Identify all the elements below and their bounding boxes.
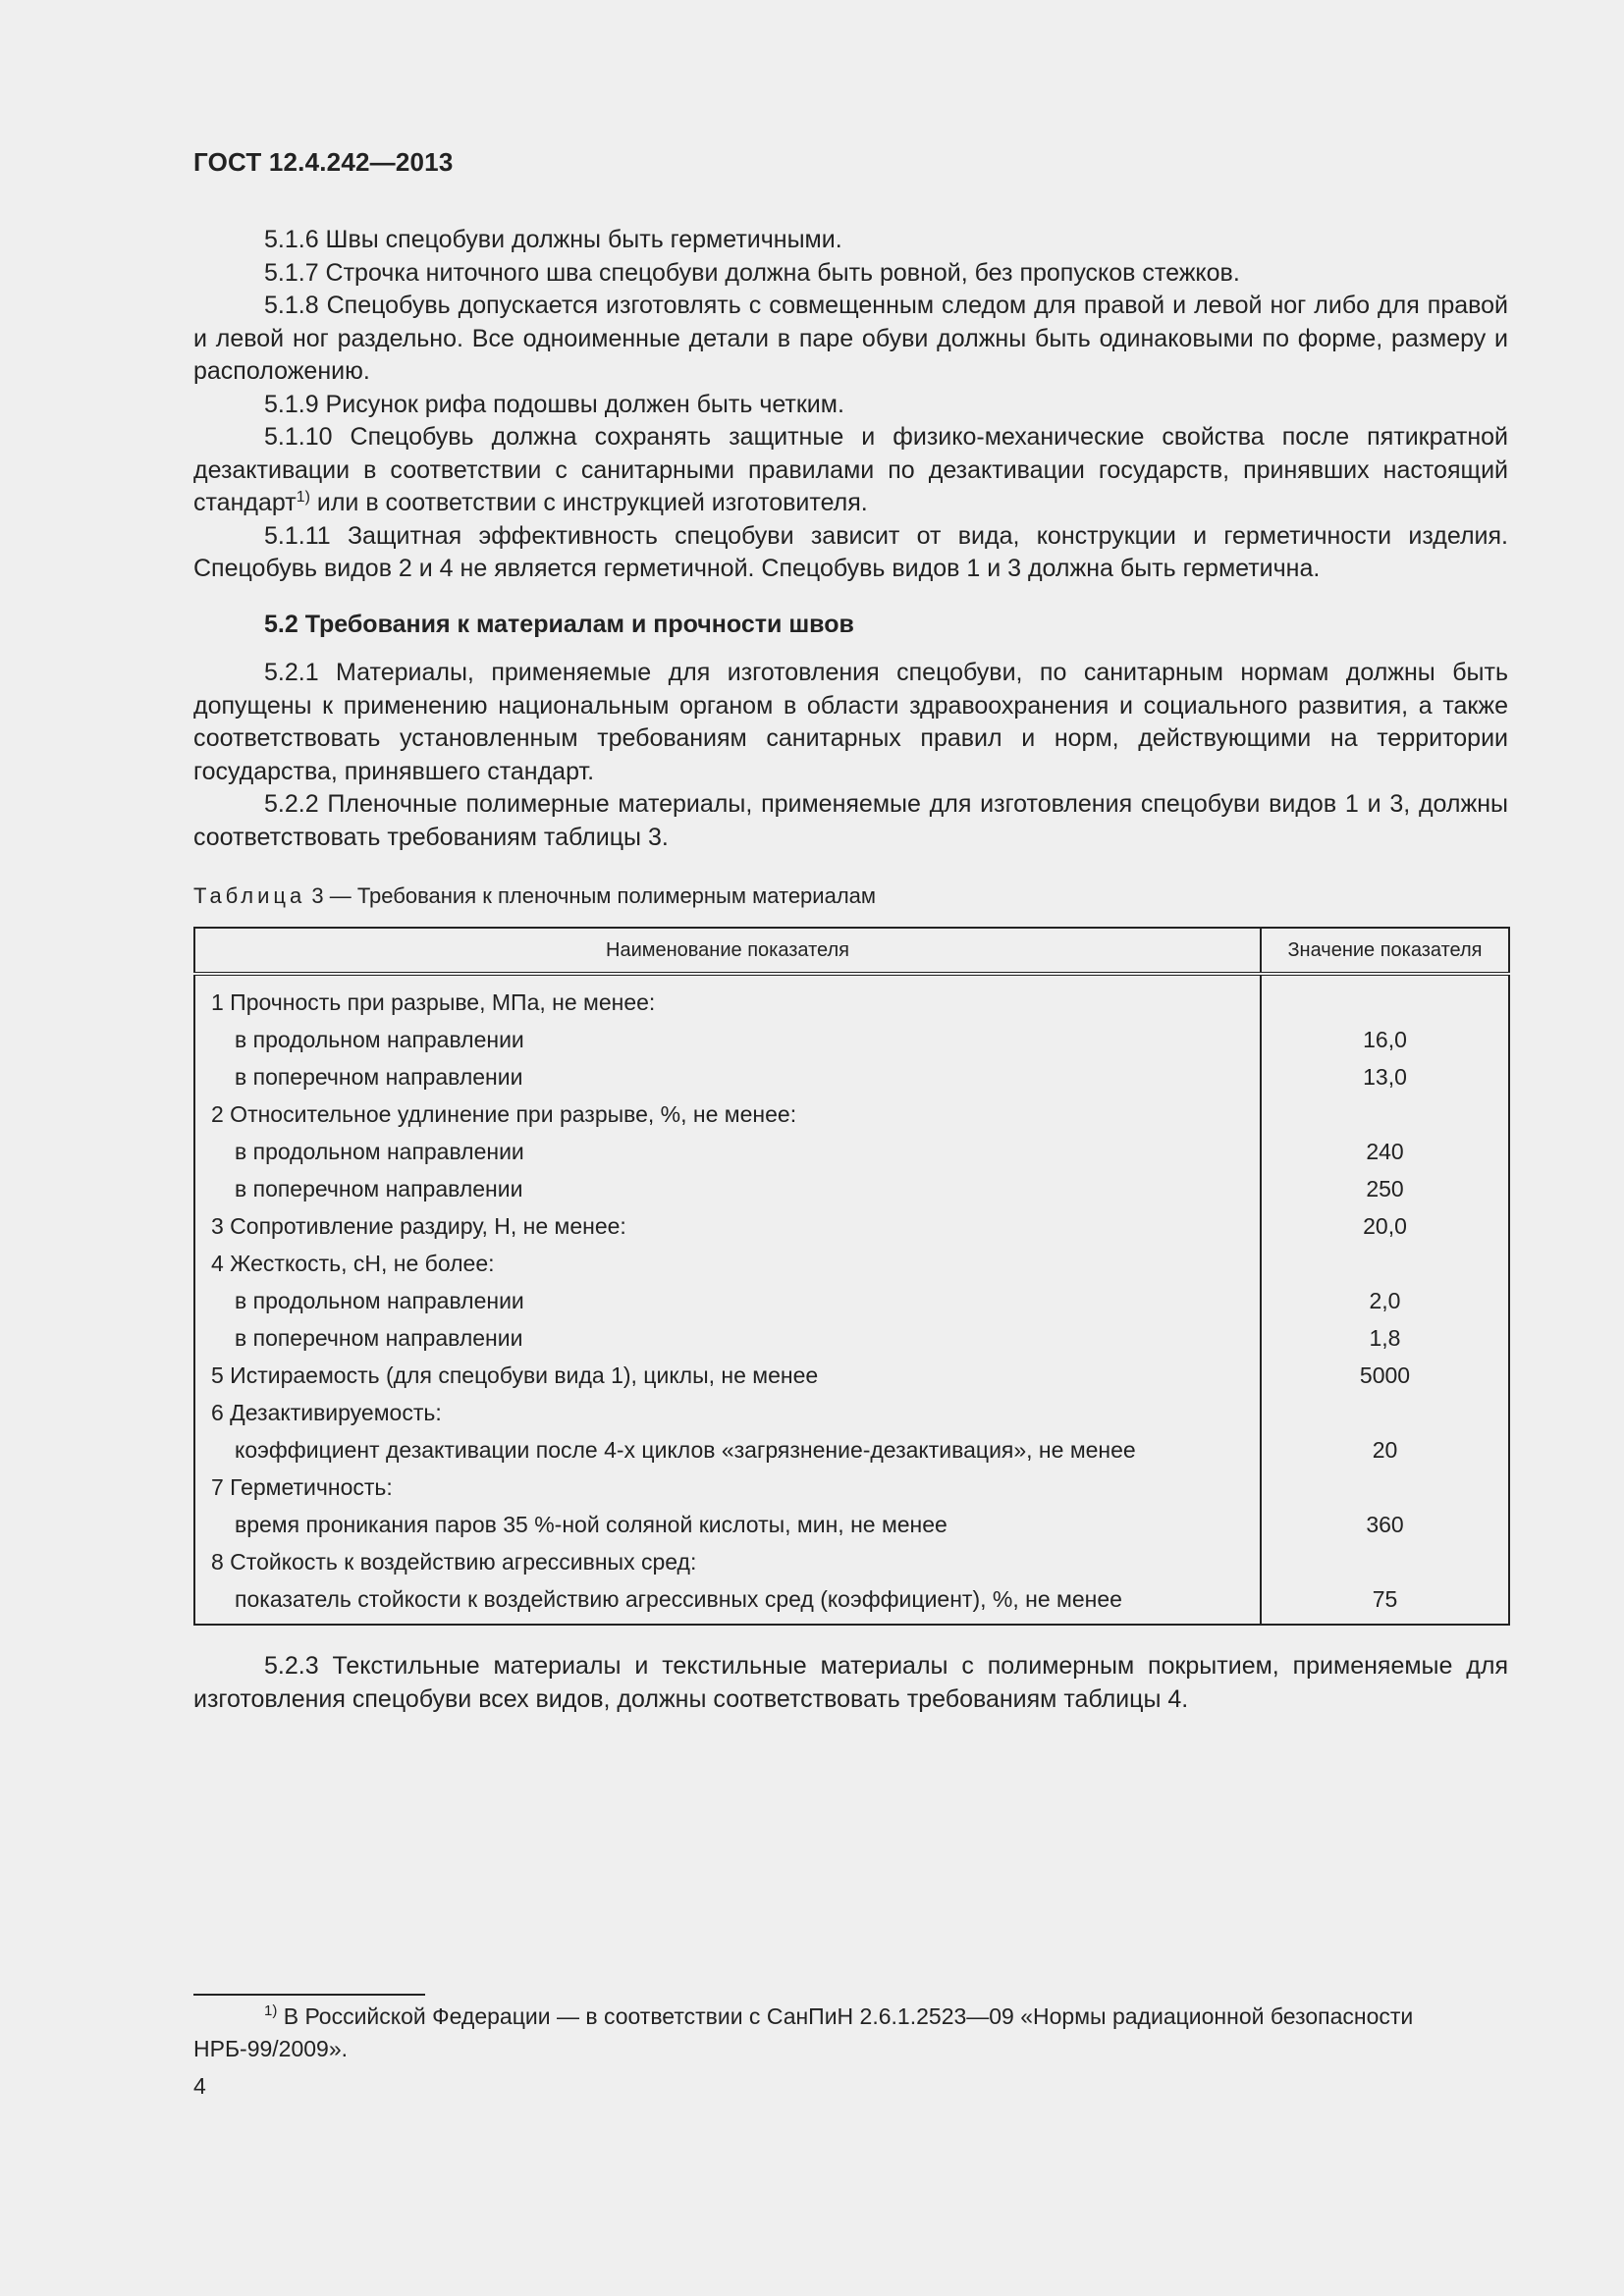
paragraph-5-1-10-text-a: 5.1.10 Спецобувь должна сохранять защитные и физико-механические свойства после пятикратной дезактивации в соответствии с санитарными правилами по дезактивации государств, принявших настоящий стандарт — [193, 423, 1508, 516]
paragraph-5-1-10-text-b: или в соответствии с инструкцией изготовителя. — [309, 489, 868, 516]
paragraph-5-1-7: 5.1.7 Строчка ниточного шва спецобуви должна быть ровной, без пропусков стежков. — [264, 258, 1240, 287]
table-row — [194, 1058, 1509, 1095]
footnote-marker: 1) — [264, 2002, 278, 2019]
footnote-text: В Российской Федерации — в соответствии с СанПиН 2.6.1.2523—09 «Нормы радиационной безопасности НРБ-99/2009». — [193, 2003, 1414, 2061]
indicator-name-cell: время проникания паров 35 %-ной соляной кислоты, мин, не менее — [194, 1506, 1261, 1543]
after-table-text — [193, 1650, 1508, 1716]
indicator-value-cell — [1261, 1095, 1509, 1133]
document-header: ГОСТ 12.4.242—2013 — [193, 147, 454, 177]
paragraph-5-1-6: 5.1.6 Швы спецобуви должны быть герметичными. — [264, 226, 842, 253]
table-row — [194, 1245, 1509, 1282]
indicator-value-cell: 240 — [1366, 1138, 1404, 1164]
indicator-name-cell: 5 Истираемость (для спецобуви вида 1), циклы, не менее — [194, 1357, 1261, 1394]
table-row — [194, 1431, 1509, 1468]
section-5-2-body — [193, 657, 1508, 854]
indicator-value-cell: 360 — [1366, 1511, 1404, 1537]
indicator-name-cell: 2 Относительное удлинение при разрыве, %, не менее: — [194, 1095, 1261, 1133]
indicator-value-cell: 20 — [1372, 1436, 1398, 1463]
table-row — [194, 1394, 1509, 1431]
indicator-name-cell: коэффициент дезактивации после 4-х циклов «загрязнение-дезактивация», не менее — [194, 1431, 1261, 1468]
table-row — [194, 1319, 1509, 1357]
indicator-value-cell: 2,0 — [1369, 1287, 1401, 1313]
indicator-name-cell: в поперечном направлении — [194, 1319, 1261, 1357]
section-heading: 5.2 Требования к материалам и прочности швов — [264, 611, 854, 638]
indicator-name-cell: 3 Сопротивление раздиру, Н, не менее: — [194, 1207, 1261, 1245]
indicator-name-cell: в продольном направлении — [194, 1133, 1261, 1170]
table-row — [194, 1543, 1509, 1580]
table-row — [194, 1133, 1509, 1170]
paragraph-5-1-10 — [193, 421, 1508, 520]
table-row — [194, 1170, 1509, 1207]
page-number: 4 — [193, 2073, 206, 2099]
table-caption-title: 3 — Требования к пленочным полимерным материалам — [305, 883, 877, 908]
table-row — [194, 1580, 1509, 1625]
indicator-name-cell: в продольном направлении — [194, 1282, 1261, 1319]
column-header-name: Наименование показателя — [194, 928, 1261, 974]
indicator-value-cell: 1,8 — [1369, 1324, 1401, 1351]
indicator-value-cell: 5000 — [1359, 1362, 1411, 1388]
indicator-value-cell: 75 — [1372, 1585, 1398, 1612]
body-text-top — [193, 224, 1508, 586]
paragraph-5-1-8: 5.1.8 Спецобувь допускается изготовлять с совмещенным следом для правой и левой ног либо для правой и левой ног раздельно. Все одноименные детали в паре обуви должны быть одинаковыми по форме, размеру и расположению. — [193, 292, 1508, 385]
indicator-name-cell: 6 Дезактивируемость: — [194, 1394, 1261, 1431]
indicator-name-cell: 1 Прочность при разрыве, МПа, не менее: — [194, 974, 1261, 1021]
indicator-value-cell — [1261, 1468, 1509, 1506]
column-header-value: Значение показателя — [1261, 928, 1509, 974]
table-row — [194, 1095, 1509, 1133]
table-row — [194, 1282, 1509, 1319]
indicator-value-cell: 250 — [1366, 1175, 1404, 1201]
indicator-name-cell: 7 Герметичность: — [194, 1468, 1261, 1506]
indicator-name-cell: 8 Стойкость к воздействию агрессивных сред: — [194, 1543, 1261, 1580]
indicator-name-cell: 4 Жесткость, сН, не более: — [194, 1245, 1261, 1282]
requirements-table — [193, 927, 1510, 1626]
indicator-value-cell — [1261, 1543, 1509, 1580]
paragraph-5-2-1: 5.2.1 Материалы, применяемые для изготовления спецобуви, по санитарным нормам должны быть допущены к применению национальным органом в области здравоохранения и социального развития, а также соответствовать установленным требованиям санитарных правил и норм, действующими на территории государства, принявшего стандарт. — [193, 659, 1508, 785]
indicator-name-cell: в поперечном направлении — [194, 1170, 1261, 1207]
section-5-2 — [193, 609, 1508, 642]
footnote-divider — [193, 1994, 425, 1996]
paragraph-5-2-2: 5.2.2 Пленочные полимерные материалы, применяемые для изготовления спецобуви видов 1 и 3, должны соответствовать требованиям таблицы 3. — [193, 790, 1508, 851]
table-row — [194, 1506, 1509, 1543]
table-header-row — [194, 928, 1509, 974]
indicator-name-cell: в поперечном направлении — [194, 1058, 1261, 1095]
paragraph-5-2-3: 5.2.3 Текстильные материалы и текстильные материалы с полимерным покрытием, применяемые для изготовления спецобуви всех видов, должны соответствовать требованиям таблицы 4. — [193, 1652, 1508, 1713]
table-row — [194, 1468, 1509, 1506]
paragraph-5-1-9: 5.1.9 Рисунок рифа подошвы должен быть четким. — [264, 390, 844, 418]
table-caption — [193, 883, 876, 909]
footnote — [193, 2001, 1508, 2065]
table-row — [194, 1357, 1509, 1394]
table-row — [194, 1021, 1509, 1058]
indicator-value-cell — [1261, 1394, 1509, 1431]
indicator-value-cell — [1261, 974, 1509, 1021]
indicator-value-cell — [1261, 1245, 1509, 1282]
table-body — [194, 974, 1509, 1625]
indicator-name-cell: в продольном направлении — [194, 1021, 1261, 1058]
indicator-name-cell: показатель стойкости к воздействию агрессивных сред (коэффициент), %, не менее — [194, 1580, 1261, 1625]
table-row — [194, 1207, 1509, 1245]
indicator-value-cell: 16,0 — [1363, 1026, 1407, 1052]
footnote-reference: 1) — [296, 489, 310, 506]
table-row — [194, 974, 1509, 1021]
indicator-value-cell: 20,0 — [1363, 1212, 1407, 1239]
indicator-value-cell: 13,0 — [1363, 1063, 1407, 1090]
table-caption-word: Таблица — [193, 883, 306, 908]
paragraph-5-1-11: 5.1.11 Защитная эффективность спецобуви зависит от вида, конструкции и герметичности изделия. Спецобувь видов 2 и 4 не является герметичной. Спецобувь видов 1 и 3 должна быть герметична. — [193, 521, 1508, 582]
